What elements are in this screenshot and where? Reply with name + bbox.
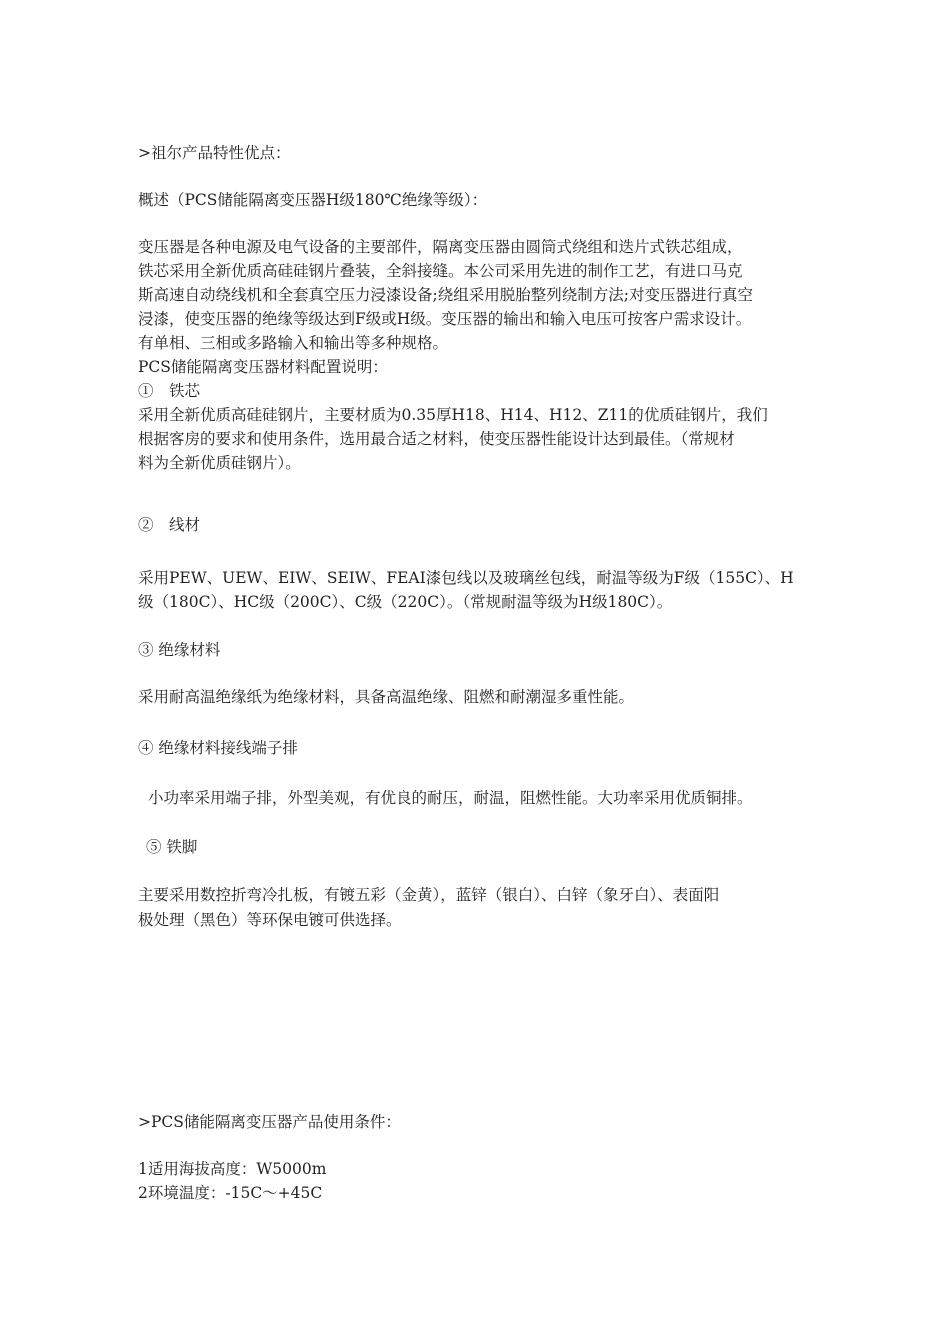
insulation-text: 采用耐高温绝缘纸为绝缘材料，具备高温绝缘、阻燃和耐潮湿多重性能。 [138,688,635,706]
overview-title: 概述（PCS储能隔离变压器H级180℃绝缘等级）： [138,191,488,209]
terminal-text: 小功率采用端子排，外型美观，有优良的耐压，耐温，阻燃性能。大功率采用优质铜排。 [148,789,753,807]
wire-heading: ② 线材 [138,516,201,534]
wire-line: 级（180C）、HC级（200C）、C级（220C）。（常规耐温等级为H级180C）。 [138,593,673,611]
overview-line: 铁芯采用全新优质高硅硅钢片叠装，全斜接缝。本公司采用先进的制作工艺，有进口马克 [138,262,743,280]
conditions-title: >PCS储能隔离变压器产品使用条件： [138,1113,401,1131]
overview-line: 斯高速自动绕线机和全套真空压力浸漆设备;绕组采用脱胎整列绕制方法;对变压器进行真空 [138,286,753,304]
condition-altitude: 1适用海拔高度：W5000m [138,1160,327,1178]
condition-temperature: 2环境温度：-15C〜+45C [138,1184,323,1202]
core-line: 料为全新优质硅钢片）。 [138,454,301,472]
insulation-heading: ③ 绝缘材料 [138,641,221,659]
core-line: 根据客房的要求和使用条件，选用最合适之材料，使变压器性能设计达到最佳。（常规材 [138,430,735,448]
core-heading: ① 铁芯 [138,382,201,400]
foot-line: 极处理（黑色）等环保电镀可供选择。 [138,911,402,929]
wire-line: 采用PEW、UEW、EIW、SEIW、FEAI漆包线以及玻璃丝包线，耐温等级为F级（155C）、H [138,569,794,587]
material-title: PCS储能隔离变压器材料配置说明： [138,358,388,376]
foot-heading: ⑤ 铁脚 [146,838,198,856]
foot-line: 主要采用数控折弯冷扎板，有镀五彩（金黄），蓝锌（银白）、白锌（象牙白）、表面阳 [138,886,720,904]
features-heading: >祖尔产品特性优点： [138,144,291,162]
overview-line: 变压器是各种电源及电气设备的主要部件，隔离变压器由圆筒式绕组和迭片式铁芯组成， [138,238,743,256]
terminal-heading: ④ 绝缘材料接线端子排 [138,739,298,757]
overview-line: 浸漆，使变压器的绝缘等级达到F级或H级。变压器的输出和输入电压可按客户需求设计。 [138,310,752,328]
core-line: 采用全新优质高硅硅钢片，主要材质为0.35厚H18、H14、H12、Z11的优质硅钢片，我们 [138,406,768,424]
overview-line: 有单相、三相或多路输入和输出等多种规格。 [138,334,449,352]
